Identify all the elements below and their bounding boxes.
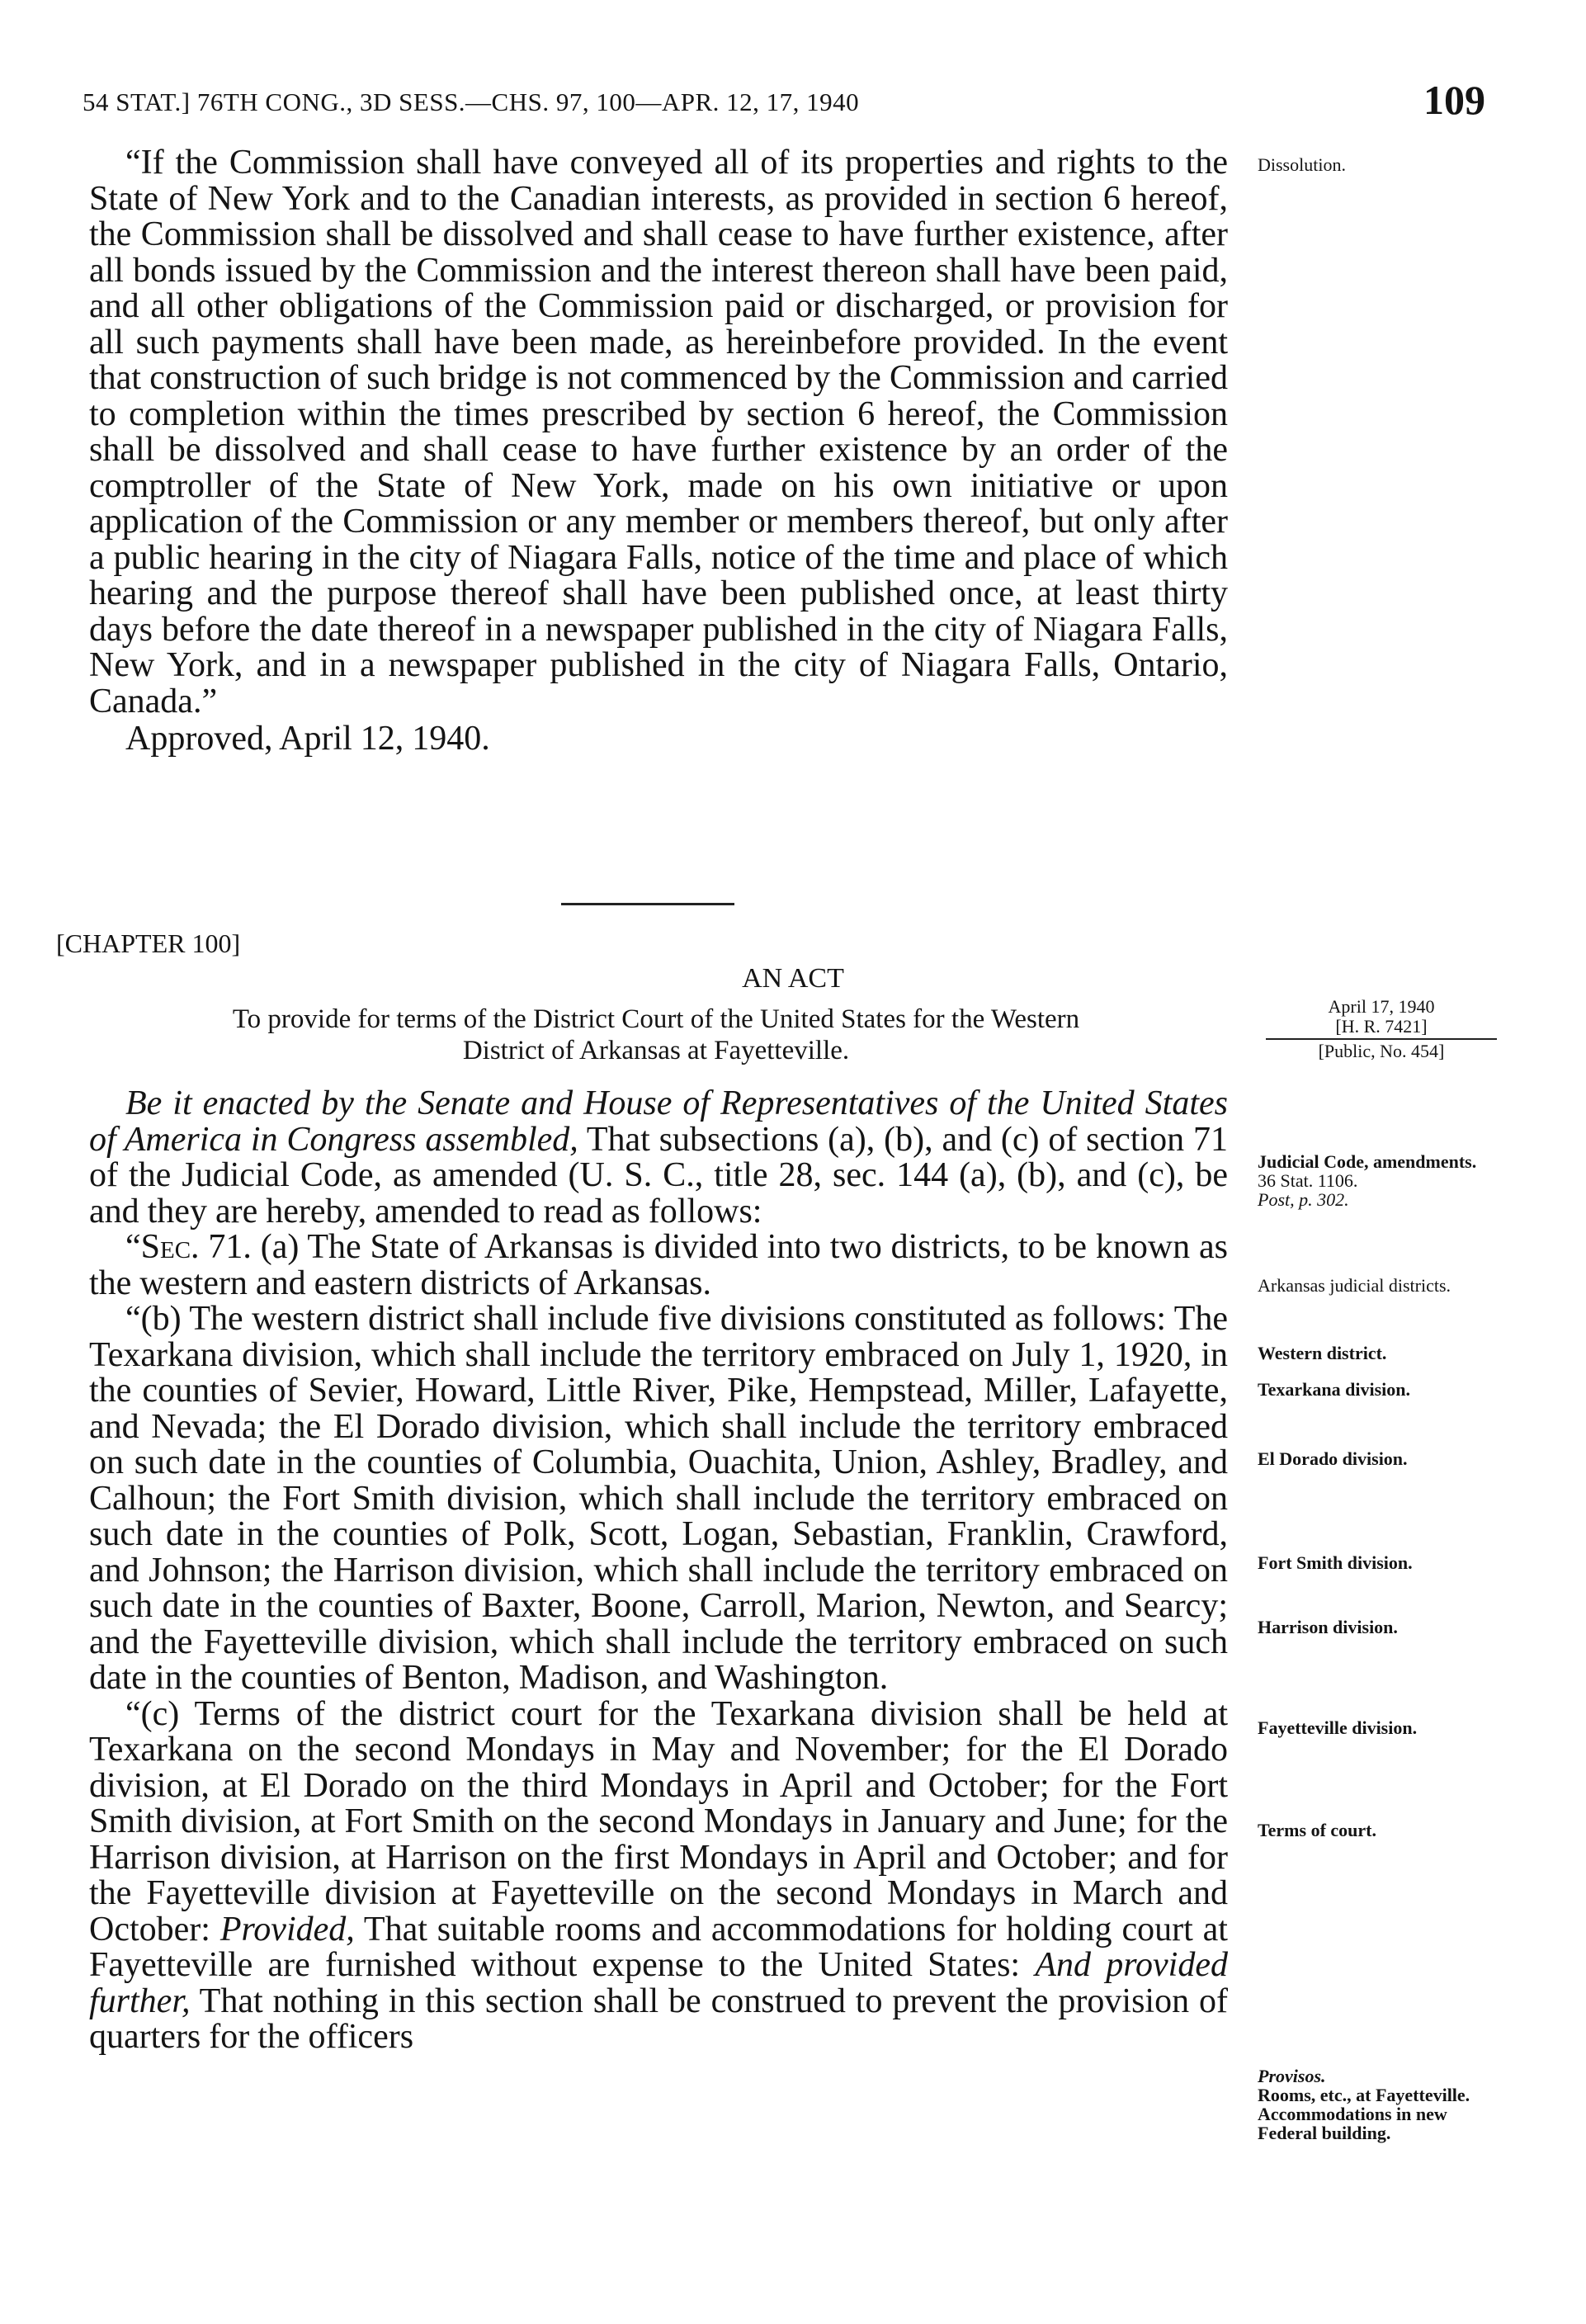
page-header	[83, 76, 1485, 125]
act-purpose	[83, 1004, 1230, 1066]
proviso-1: Provided,	[219, 1910, 355, 1948]
margin-note-dissolution: Dissolution.	[1258, 154, 1346, 175]
running-head: 54 STAT.] 76TH CONG., 3D SESS.—CHS. 97, 100—APR. 12, 17, 1940	[83, 87, 860, 116]
dissolution-paragraph: “If the Commission shall have conveyed all of its properties and rights to the State of New York and to the Canadian interests, as provided in section 6 hereof, the Commission shall be dissolved and shall cease to have further existence, after all bonds issued by the Commission and the interest thereon shall have been paid, and all other obligations of the Commission paid or discharged, or provision for all such payments shall have been made, as hereinbefore provided. In the event that construction of such bridge is not commenced by the Commission and carried to completion within the times prescribed by section 6 hereof, the Commission shall be dissolved and shall cease to have further existence by an order of the comptroller of the State of New York, made on his own initiative or upon application of the Commission or any member or members thereof, but only after a public hearing in the city of Niagara Falls, notice of the time and place of which hearing and the purpose thereof shall have been published once, at least thirty days before the date thereof in a newspaper published in the city of Niagara Falls, New York, and in a newspaper published in the city of Niagara Falls, Ontario, Canada.”	[89, 144, 1228, 720]
section-71-a	[89, 1230, 1228, 1301]
page-number: 109	[1423, 77, 1485, 123]
public-law-number: [Public, No. 454]	[1318, 1041, 1445, 1061]
note-rooms: Rooms, etc., at Fayetteville.	[1258, 2085, 1470, 2105]
enacting-rest: That subsections (a), (b), and (c) of section 71 of the Judicial Code, as amended (U. S. C., title 28, sec. 144 (a), (b), and (c), be and they are hereby, amended to read as follows:	[89, 1120, 1228, 1230]
note-accommodations: Accommodations in new Federal building.	[1258, 2104, 1447, 2143]
act-date-block	[1258, 997, 1505, 1061]
margin-note-provisos	[1258, 2067, 1505, 2142]
subsection-b: “(b) The western district shall include five divisions constituted as follows: The Texarkana division, which shall include the territory embraced on July 1, 1920, in the counties of Sevier, Howard, Little River, Pike, Hempstead, Miller, Lafayette, and Nevada; the El Dorado division, which shall include the territory embraced on such date in the counties of Columbia, Ouachita, Union, Ashley, Bradley, and Calhoun; the Fort Smith division, which shall include the territory embraced on such date in the counties of Polk, Scott, Logan, Sebastian, Franklin, Crawford, and Johnson; the Harrison division, which shall include the territory embraced on such date in the counties of Baxter, Boone, Carroll, Marion, Newton, and Searcy; and the Fayetteville division, which shall include the territory embraced on such date in the counties of Benton, Madison, and Washington.	[89, 1300, 1228, 1697]
subsection-c	[89, 1694, 1228, 2056]
subsection-c-part1: “(c) Terms of the district court for the Texarkana division shall be held at Texarkana on the second Mondays in May and November; for the El Dorado division, at El Dorado on the third Mondays in April and October; for the Fort Smith division, at Fort Smith on the second Mondays in January and June; for the Harrison division, at Harrison on the first Mondays in April and October; and for the Fayetteville division at Fayetteville on the second Mondays in March and October:	[89, 1694, 1228, 1948]
section-71-lead: “Sec. 71.	[125, 1228, 252, 1266]
enacting-formula: Be it enacted by the Senate and House of Representatives of the United States of America in Congress assembled,	[89, 1084, 1228, 1159]
note-provisos: Provisos.	[1258, 2066, 1326, 2086]
purpose-line-2: District of Arkansas at Fayetteville.	[462, 1036, 850, 1065]
section-divider	[561, 903, 734, 905]
chapter-label: [CHAPTER 100]	[56, 928, 241, 958]
subsection-c-part3: That nothing in this section shall be construed to prevent the provision of quarters for the officers	[89, 1982, 1228, 2056]
margin-note-harrison: Harrison division.	[1258, 1617, 1398, 1637]
section-top	[89, 145, 1228, 758]
enacting-clause	[89, 1086, 1228, 1230]
margin-note-terms: Terms of court.	[1258, 1820, 1376, 1840]
margin-note-fayetteville: Fayetteville division.	[1258, 1717, 1418, 1738]
note-stat-ref: 36 Stat. 1106.	[1258, 1170, 1358, 1191]
note-judicial-code: Judicial Code, amendments.	[1258, 1151, 1477, 1172]
margin-note-western: Western district.	[1258, 1343, 1387, 1363]
bill-number: [H. R. 7421]	[1335, 1016, 1428, 1037]
act-title: AN ACT	[742, 963, 844, 994]
subsection-c-part2: That suitable rooms and accommodations for holding court at Fayetteville are furnished without expense to the United States:	[89, 1910, 1228, 1984]
approved-line: Approved, April 12, 1940.	[125, 720, 490, 758]
margin-note-el-dorado: El Dorado division.	[1258, 1448, 1408, 1469]
act-date: April 17, 1940	[1328, 996, 1435, 1017]
section-71-text: (a) The State of Arkansas is divided into two districts, to be known as the western and eastern districts of Arkansas.	[89, 1228, 1228, 1302]
margin-note-arkansas: Arkansas judicial districts.	[1258, 1275, 1451, 1296]
date-rule	[1266, 1038, 1497, 1040]
purpose-line-1: To provide for terms of the District Court of the United States for the Western	[232, 1004, 1080, 1034]
margin-note-judicial-code	[1258, 1152, 1505, 1209]
proviso-2: And provided further,	[89, 1946, 1228, 2020]
act-body	[89, 1086, 1228, 2056]
note-post-ref: Post, p. 302.	[1258, 1189, 1349, 1210]
margin-note-fort-smith: Fort Smith division.	[1258, 1552, 1413, 1573]
margin-note-texarkana: Texarkana division.	[1258, 1379, 1411, 1400]
